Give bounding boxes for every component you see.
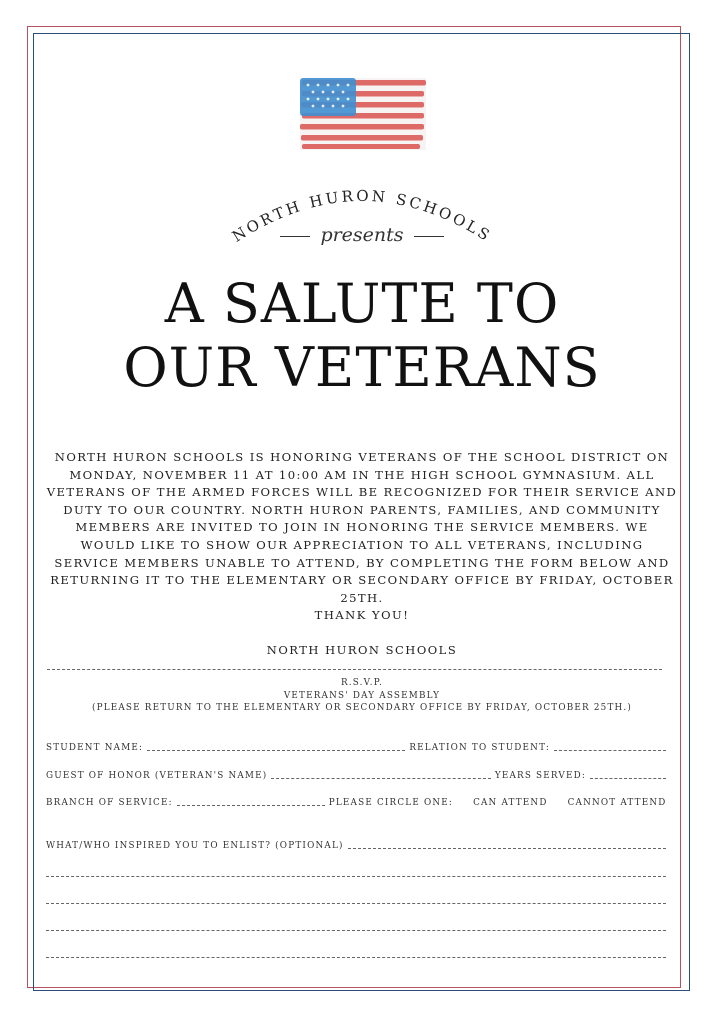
answer-line-4[interactable]: [46, 957, 666, 958]
inspired-field[interactable]: [348, 848, 666, 849]
title-line-1: A SALUTE TO: [164, 272, 560, 335]
thank-you: THANK YOU!: [314, 608, 410, 622]
signature: NORTH HURON SCHOOLS: [266, 643, 458, 657]
presents-line: [0, 224, 724, 246]
guest-label: GUEST OF HONOR (VETERAN'S NAME): [46, 771, 268, 781]
american-flag-icon: [300, 78, 426, 150]
answer-line-2[interactable]: [46, 903, 666, 904]
cut-line: [47, 669, 662, 670]
form-row-branch: [46, 798, 666, 808]
rsvp-event: VETERANS' DAY ASSEMBLY: [283, 690, 441, 701]
presents-dash-left: [280, 236, 310, 237]
years-field[interactable]: [590, 778, 666, 779]
form-row-guest: [46, 771, 666, 781]
school-name-arc: NORTH HURON SCHOOLS: [228, 186, 496, 246]
form-row-student: [46, 743, 666, 753]
form-row-inspired: [46, 841, 666, 851]
cannot-attend-option[interactable]: CANNOT ATTEND: [567, 798, 667, 808]
relation-field[interactable]: [554, 750, 666, 751]
inspired-label: WHAT/WHO INSPIRED YOU TO ENLIST? (OPTIONAL): [46, 841, 344, 851]
can-attend-option[interactable]: CAN ATTEND: [473, 798, 548, 808]
body-paragraph: NORTH HURON SCHOOLS IS HONORING VETERANS OF THE SCHOOL DISTRICT ON MONDAY, NOVEMBER 11 AT 10:00 AM IN THE HIGH SCHOOL GYMNASIUM. ALL VETERANS OF THE ARMED FORCES WILL BE RECOGNIZED FOR THEIR SERVICE AND DUTY TO OUR COUNTRY. NORTH HURON PARENTS, FAMILIES, AND COMMUNITY MEMBERS ARE INVITED TO JOIN IN HONORING THE SERVICE MEMBERS. WE WOULD LIKE TO SHOW OUR APPRECIATION TO ALL VETERANS, INCLUDING SERVICE MEMBERS UNABLE TO ATTEND, BY COMPLETING THE FORM BELOW AND RETURNING IT TO THE ELEMENTARY OR SECONDARY OFFICE BY FRIDAY, OCTOBER 25TH.: [46, 450, 678, 605]
page-title: [0, 272, 724, 400]
guest-field[interactable]: [271, 778, 490, 779]
years-label: YEARS SERVED:: [494, 771, 586, 781]
rsvp-heading: R.S.V.P.: [340, 678, 384, 688]
branch-label: BRANCH OF SERVICE:: [46, 798, 173, 808]
title-line-2: OUR VETERANS: [123, 336, 601, 399]
presents-dash-right: [414, 236, 444, 237]
presents-text: presents: [320, 224, 404, 246]
relation-label: RELATION TO STUDENT:: [409, 743, 550, 753]
answer-line-1[interactable]: [46, 876, 666, 877]
answer-line-3[interactable]: [46, 930, 666, 931]
branch-field[interactable]: [177, 805, 325, 806]
arc-title: [212, 170, 512, 260]
rsvp-block: [0, 677, 724, 715]
student-name-label: STUDENT NAME:: [46, 743, 144, 753]
student-name-field[interactable]: [147, 750, 405, 751]
rsvp-instruction: (PLEASE RETURN TO THE ELEMENTARY OR SECONDARY OFFICE BY FRIDAY, OCTOBER 25TH.): [91, 703, 633, 713]
circle-label: PLEASE CIRCLE ONE:: [328, 798, 454, 808]
